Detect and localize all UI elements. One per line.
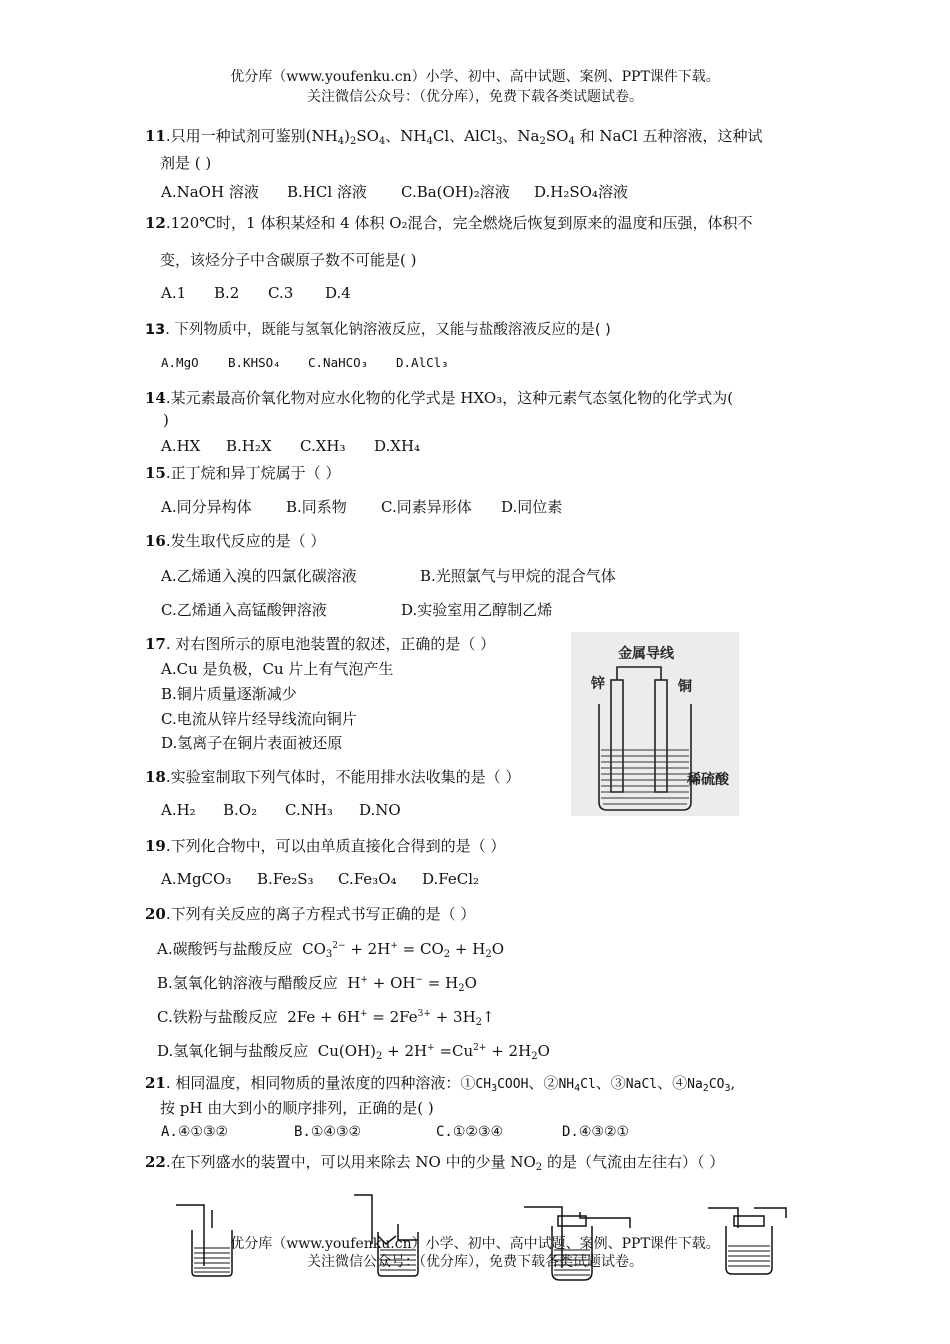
page-header-line2: 关注微信公众号：（优分库），免费下载各类试题试卷。	[307, 89, 643, 105]
option-a: A.1	[161, 284, 187, 302]
question-number: 19	[145, 837, 166, 855]
option-a: A.碳酸钙与盐酸反应 $CO_3^{2-} + 2H^+ = CO_2 + H_2O$	[157, 940, 504, 960]
page-footer-line2: 关注微信公众号：（优分库），免费下载各类试题试卷。	[307, 1254, 643, 1270]
question-12-stem	[145, 212, 753, 233]
option-c: C.XH₃	[300, 437, 346, 455]
option-d: D.4	[325, 284, 351, 302]
cell-diagram	[571, 632, 739, 816]
question-11-stem: 11.只用一种试剂可鉴别$(NH_4)_2SO_4$、$NH_4Cl$、AlCl$_3$、$Na_2SO_4$ 和 NaCl 五种溶液，这种试	[145, 127, 763, 147]
question-15-stem	[145, 462, 340, 483]
page-footer-line1: 优分库（www.youfenku.cn）小学、初中、高中试题、案例、PPT课件下载。	[230, 1236, 720, 1252]
option-b: B.2	[214, 284, 240, 302]
option-c: C.同素异形体	[381, 498, 472, 516]
option-c: C.NH₃	[285, 801, 333, 819]
question-19-text: .下列化合物中，可以由单质直接化合得到的是（ ）	[165, 837, 506, 855]
question-12-line1: .120℃时，1 体积某烃和 4 体积 O₂混合，完全燃烧后恢复到原来的温度和压强，体积不	[165, 214, 753, 232]
question-number: 11	[145, 127, 166, 145]
metal-wire	[617, 667, 661, 680]
option-a: A.乙烯通入溴的四氯化碳溶液	[161, 567, 357, 585]
option-d: D.氢氧化铜与盐酸反应 $Cu(OH)_2 + 2H^+ =Cu^{2+} + 2H_2O$	[157, 1042, 550, 1062]
option-a: A.④①③②	[161, 1124, 229, 1140]
option-b: B.光照氯气与甲烷的混合气体	[420, 567, 616, 585]
option-b: B.HCl 溶液	[287, 183, 367, 201]
question-20-stem	[145, 903, 475, 924]
option-b: B.氢氧化钠溶液与醋酸反应 $H^+ + OH^- = H_2O$	[157, 974, 477, 994]
option-a: A.MgCO₃	[161, 870, 232, 888]
copper-plate	[655, 680, 667, 792]
question-13-stem	[145, 318, 611, 339]
option-c: C.铁粉与盐酸反应 $2Fe + 6H^+ = 2Fe^{3+}$ + $3H_2↑$	[157, 1008, 495, 1028]
option-a: A.MgO	[161, 355, 199, 370]
option-d: D.H₂SO₄溶液	[534, 183, 628, 201]
question-22-stem: 22.在下列盛水的装置中，可以用来除去 NO 中的少量 $NO_2$ 的是（气流由左往右）（ ）	[145, 1153, 725, 1173]
question-11-stem-cont: 剂是 ( )	[160, 154, 212, 172]
option-b: B.Fe₂S₃	[257, 870, 314, 888]
option-d: D.实验室用乙醇制乙烯	[401, 601, 553, 619]
question-number: 13	[145, 322, 166, 338]
question-number: 21	[145, 1074, 166, 1092]
question-number: 15	[145, 464, 166, 482]
question-15-text: .正丁烷和异丁烷属于（ ）	[165, 464, 341, 482]
option-d: D.氢离子在铜片表面被还原	[161, 734, 343, 752]
question-number: 17	[145, 635, 166, 653]
option-b: B.同系物	[286, 498, 347, 516]
galvanic-cell-figure	[571, 632, 739, 816]
question-number: 20	[145, 905, 166, 923]
option-b: B.H₂X	[226, 437, 272, 455]
option-c: C.①②③④	[436, 1124, 504, 1140]
option-d: D.同位素	[501, 498, 563, 516]
option-a: A.NaOH 溶液	[161, 183, 259, 201]
option-c: C.NaHCO₃	[308, 355, 369, 370]
option-c: C.Fe₃O₄	[338, 870, 397, 888]
wire-label: 金属导线	[618, 646, 674, 662]
option-c: C.电流从锌片经导线流向铜片	[161, 710, 357, 728]
question-21-stem: 21. 相同温度，相同物质的量浓度的四种溶液：$①CH_3COOH$、$②NH_4Cl$、③NaCl、$④Na_2CO_3$,	[145, 1074, 736, 1094]
option-d: D.XH₄	[374, 437, 421, 455]
question-number: 16	[145, 532, 166, 550]
question-number: 22	[145, 1153, 166, 1171]
option-a: A.HX	[161, 437, 201, 455]
option-d: D.AlCl₃	[396, 355, 449, 370]
question-19-stem	[145, 835, 505, 856]
option-b: B.O₂	[223, 801, 258, 819]
question-12-line2: 变，该烃分子中含碳原子数不可能是( )	[160, 251, 417, 269]
question-17-stem	[145, 633, 495, 654]
page-header-line1: 优分库（www.youfenku.cn）小学、初中、高中试题、案例、PPT课件下载。	[230, 69, 720, 85]
question-18-text: .实验室制取下列气体时，不能用排水法收集的是（ ）	[165, 768, 521, 786]
option-d: D.NO	[359, 801, 401, 819]
option-a: A.Cu 是负极，Cu 片上有气泡产生	[161, 660, 394, 678]
question-13-text: . 下列物质中，既能与氢氧化钠溶液反应，又能与盐酸溶液反应的是( )	[165, 322, 611, 338]
question-number: 18	[145, 768, 166, 786]
option-d: D.FeCl₂	[422, 870, 480, 888]
option-c: C.乙烯通入高锰酸钾溶液	[161, 601, 327, 619]
question-14-line2: )	[163, 411, 169, 429]
question-number: 14	[145, 389, 166, 407]
option-a: A.H₂	[161, 801, 196, 819]
option-c: C.Ba(OH)₂溶液	[401, 183, 510, 201]
question-16-stem	[145, 530, 325, 551]
option-b: B.KHSO₄	[228, 355, 281, 370]
option-a: A.同分异构体	[161, 498, 252, 516]
question-14-stem	[145, 387, 733, 408]
question-number: 12	[145, 214, 166, 232]
option-d: D.④③②①	[562, 1124, 630, 1140]
question-16-text: .发生取代反应的是（ ）	[165, 532, 326, 550]
option-b: B.铜片质量逐渐减少	[161, 685, 297, 703]
acid-label: 稀硫酸	[687, 772, 729, 788]
option-c: C.3	[268, 284, 294, 302]
zinc-plate	[611, 680, 623, 792]
question-18-stem	[145, 766, 520, 787]
question-20-text: .下列有关反应的离子方程式书写正确的是（ ）	[165, 905, 476, 923]
question-17-text: . 对右图所示的原电池装置的叙述，正确的是（ ）	[165, 635, 496, 653]
copper-label: 铜	[678, 679, 692, 695]
option-b: B.①④③②	[294, 1124, 362, 1140]
question-14-line1: .某元素最高价氧化物对应水化物的化学式是 HXO₃，这种元素气态氢化物的化学式为(	[165, 389, 734, 407]
zinc-label: 锌	[591, 676, 605, 692]
question-21-line2: 按 pH 由大到小的顺序排列，正确的是( )	[160, 1099, 434, 1117]
